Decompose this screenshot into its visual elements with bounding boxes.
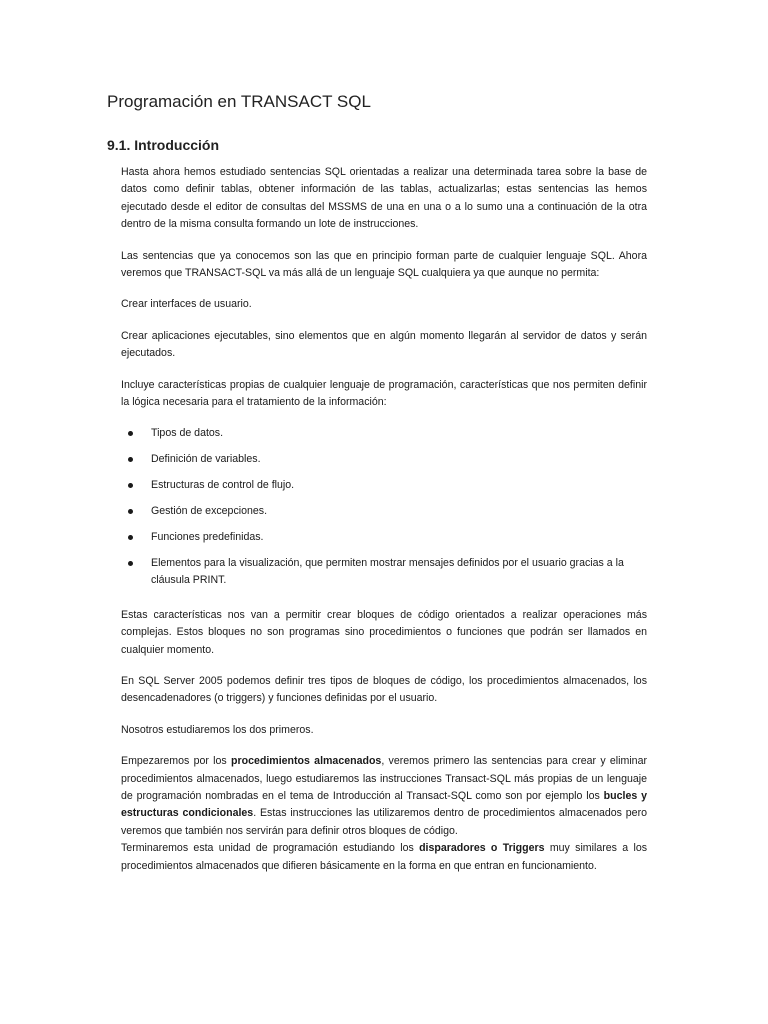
bullet-icon bbox=[128, 457, 133, 462]
bullet-icon bbox=[128, 535, 133, 540]
list-item: Gestión de excepciones. bbox=[121, 503, 647, 520]
bullet-icon bbox=[128, 561, 133, 566]
paragraph-applications: Crear aplicaciones ejecutables, sino elementos que en algún momento llegarán al servidor de datos y serán ejecutados. bbox=[121, 329, 647, 360]
paragraph-features: Incluye características propias de cualquier lenguaje de programación, características que nos permiten definir la lógica necesaria para el tratamiento de la información: bbox=[121, 378, 647, 409]
paragraph-interfaces: Crear interfaces de usuario. bbox=[121, 298, 252, 311]
bullet-icon bbox=[128, 483, 133, 488]
paragraph-intro: Hasta ahora hemos estudiado sentencias SQL orientadas a realizar una determinada tarea sobre la base de datos como definir tablas, obtener información de las tablas, actualizarlas; estas sentencias las hemos ejecutado desde el editor de consultas del MSSMS de una en una o a lo sumo una a continuación de la otra dentro de la misma consulta formando un lote de instrucciones. bbox=[121, 166, 647, 231]
bullet-icon bbox=[128, 509, 133, 514]
feature-list bbox=[121, 425, 647, 589]
list-item: Estructuras de control de flujo. bbox=[121, 477, 647, 494]
paragraph-sqlserver: En SQL Server 2005 podemos definir tres tipos de bloques de código, los procedimientos almacenados, los desencadenadores (o triggers) y funciones definidas por el usuario. bbox=[121, 675, 647, 705]
paragraph-blocks: Estas características nos van a permitir crear bloques de código orientados a realizar operaciones más complejas. Estos bloques no son programas sino procedimientos o funciones que podrán ser llamados en cualquier momento. bbox=[121, 608, 647, 656]
list-item: Funciones predefinidas. bbox=[121, 529, 647, 546]
section-heading: 9.1. Introducción bbox=[107, 137, 220, 153]
page-title: Programación en TRANSACT SQL bbox=[107, 92, 371, 111]
paragraph-sentences: Las sentencias que ya conocemos son las que en principio forman parte de cualquier lenguaje SQL. Ahora veremos que TRANSACT-SQL va más allá de un lenguaje SQL cualquiera ya que aunque no permita: bbox=[121, 249, 647, 280]
paragraph-triggers: Terminaremos esta unidad de programación estudiando los disparadores o Triggers muy similares a los procedimientos almacenados que difieren básicamente en la forma en que entran en funcionamiento. bbox=[121, 842, 648, 872]
list-item: Elementos para la visualización, que permiten mostrar mensajes definidos por el usuario gracias a la cláusula PRINT. bbox=[121, 555, 647, 590]
list-item: Definición de variables. bbox=[121, 451, 647, 468]
paragraph-procedures: Empezaremos por los procedimientos almacenados, veremos primero las sentencias para crear y eliminar procedimientos almacenados, luego estudiaremos las instrucciones Transact-SQL más propias de un lenguaje de programación nombradas en el tema de Introducción al Transact-SQL como son por ejemplo los bucles y estructuras condicionales. Estas instrucciones las utilizaremos dentro de procedimientos almacenados pero veremos que también nos servirán para definir otros bloques de código. bbox=[121, 755, 647, 837]
bullet-icon bbox=[128, 431, 133, 436]
paragraph-study: Nosotros estudiaremos los dos primeros. bbox=[121, 723, 314, 736]
list-item: Tipos de datos. bbox=[121, 425, 647, 442]
document-body bbox=[121, 164, 647, 889]
